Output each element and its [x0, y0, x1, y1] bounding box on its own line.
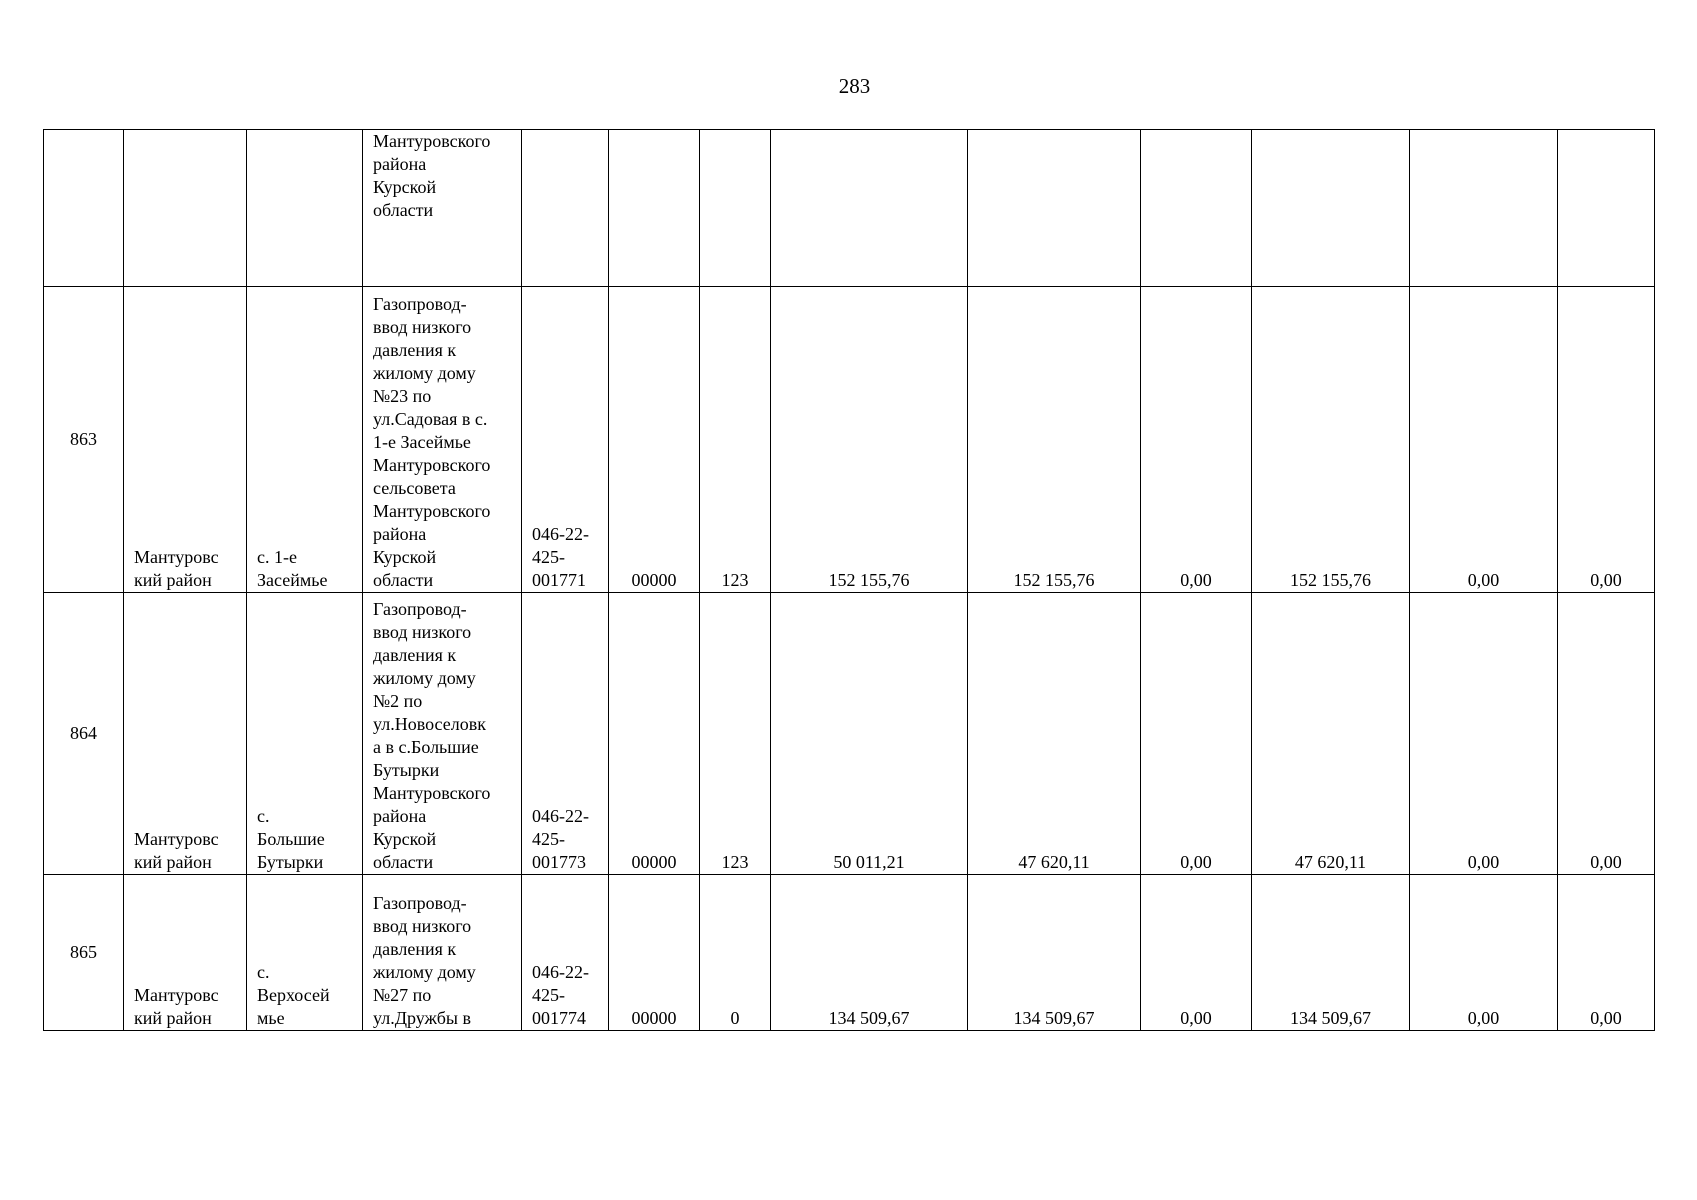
col6-cell	[609, 130, 700, 287]
page-number: 283	[838, 74, 871, 98]
amount2-cell: 134 509,67	[968, 875, 1141, 1031]
amount4-cell: 134 509,67	[1252, 875, 1410, 1031]
col7-cell	[700, 130, 771, 287]
amount1-cell: 134 509,67	[771, 875, 968, 1031]
amount6-cell	[1558, 130, 1655, 287]
amount4-cell: 47 620,11	[1252, 593, 1410, 875]
table-row	[44, 130, 1655, 287]
district-cell	[124, 130, 247, 287]
amount5-cell: 0,00	[1410, 593, 1558, 875]
amount2-cell	[968, 130, 1141, 287]
amount6-cell: 0,00	[1558, 875, 1655, 1031]
amount2-cell: 47 620,11	[968, 593, 1141, 875]
amount2-cell: 152 155,76	[968, 287, 1141, 593]
amount6-cell: 0,00	[1558, 593, 1655, 875]
amount1-cell: 50 011,21	[771, 593, 968, 875]
col6-cell: 00000	[609, 875, 700, 1031]
district-cell: Мантуровс кий район	[124, 593, 247, 875]
amount5-cell	[1410, 130, 1558, 287]
col7-cell: 0	[700, 875, 771, 1031]
district-cell: Мантуровс кий район	[124, 875, 247, 1031]
row-index: 864	[44, 593, 124, 875]
object-cell: Газопровод- ввод низкого давления к жилому дому №27 по ул.Дружбы в	[363, 875, 522, 1031]
row-index: 865	[44, 875, 124, 1031]
object-cell: Газопровод- ввод низкого давления к жилому дому №23 по ул.Садовая в с. 1-е Засеймье Мантуровского сельсовета Мантуровского района Курской области	[363, 287, 522, 593]
table-row	[44, 287, 1655, 593]
amount3-cell: 0,00	[1141, 875, 1252, 1031]
settlement-cell	[247, 130, 363, 287]
amount5-cell: 0,00	[1410, 287, 1558, 593]
code-cell: 046-22- 425- 001774	[522, 875, 609, 1031]
settlement-cell: с. 1-е Засеймье	[247, 287, 363, 593]
object-cell: Мантуровского района Курской области	[363, 130, 522, 287]
table-row	[44, 875, 1655, 1031]
row-index	[44, 130, 124, 287]
col6-cell: 00000	[609, 287, 700, 593]
settlement-cell: с. Верхосей мье	[247, 875, 363, 1031]
settlement-cell: с. Большие Бутырки	[247, 593, 363, 875]
register-table	[43, 129, 1655, 1031]
col7-cell: 123	[700, 287, 771, 593]
object-cell: Газопровод- ввод низкого давления к жилому дому №2 по ул.Новоселовк а в с.Большие Бутырки Мантуровского района Курской области	[363, 593, 522, 875]
district-cell: Мантуровс кий район	[124, 287, 247, 593]
amount4-cell	[1252, 130, 1410, 287]
amount1-cell: 152 155,76	[771, 287, 968, 593]
row-index: 863	[44, 287, 124, 593]
col7-cell: 123	[700, 593, 771, 875]
col6-cell: 00000	[609, 593, 700, 875]
amount5-cell: 0,00	[1410, 875, 1558, 1031]
table-row	[44, 593, 1655, 875]
amount1-cell	[771, 130, 968, 287]
code-cell: 046-22- 425- 001773	[522, 593, 609, 875]
code-cell: 046-22- 425- 001771	[522, 287, 609, 593]
code-cell	[522, 130, 609, 287]
amount3-cell: 0,00	[1141, 593, 1252, 875]
amount4-cell: 152 155,76	[1252, 287, 1410, 593]
amount6-cell: 0,00	[1558, 287, 1655, 593]
amount3-cell: 0,00	[1141, 287, 1252, 593]
amount3-cell	[1141, 130, 1252, 287]
